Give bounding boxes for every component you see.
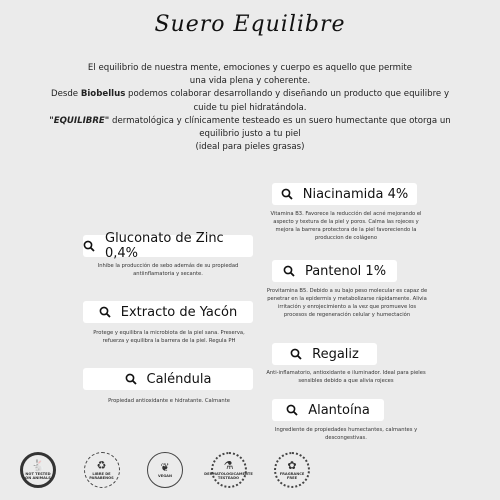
dermatology-icon: ⚗ (223, 458, 234, 472)
intro-skin-type: (ideal para pieles grasas) (195, 142, 305, 153)
ingredient-name: Regaliz (312, 346, 359, 362)
search-icon (125, 373, 137, 385)
search-icon (99, 306, 111, 318)
badge-label: VEGAN (158, 473, 172, 478)
ingredient-desc: Protege y equilibra la microbiota de la piel sana. Preserva, refuerza y equilibra la barrera de la piel. Regula PH (93, 330, 245, 344)
ingredient-pill-gluconato (83, 231, 253, 261)
intro-rest: podemos colaborar desarrollando y diseñando un producto que equilibre y cuide tu piel hidratándola. (125, 89, 450, 113)
badge-label: NOT TESTED ON ANIMALS (25, 471, 51, 480)
brand-name: Biobellus (80, 89, 126, 100)
ingredient-desc: Propiedad antioxidante e hidratante. Calmante (108, 398, 230, 404)
search-icon (83, 240, 95, 252)
ingredient-pill-regaliz (272, 343, 377, 365)
badge-label: LIBRE DE PARABENOS (89, 471, 114, 480)
intro-line: una vida plena y coherente. (189, 76, 311, 87)
rabbit-icon: 🐇 (31, 458, 45, 472)
fragrance-free-badge (274, 452, 310, 488)
ingredient-name: Pantenol 1% (304, 263, 387, 279)
search-icon (290, 348, 302, 360)
ingredient-desc: Anti-inflamatorio, antioxidante e iluminador. Ideal para pieles sensibles debido a que alivia rojeces (266, 370, 426, 384)
ingredient-desc: Inhibe la producción de sebo además de su propiedad antiinflamatoria y secante. (97, 263, 239, 277)
ingredient-desc: Provitamina B5. Debido a su bajo peso molecular es capaz de penetrar en la epidermis y metabolizarse rápidamente. Alivia irritación y enrojecimiento a la vez que promueve los procesos de regeneración celular y humectación (266, 288, 428, 318)
intro-paragraph-product (40, 115, 460, 141)
badge-label: FRAGRANCE FREE (279, 471, 305, 480)
ingredient-desc: Vitamina B3. Favorece la reducción del acné mejorando el aspecto y textura de la piel y poros. Calma las rojeces y mejora la barrera protectora de la piel favoreciendo la produccion de colágeno (270, 211, 422, 241)
ingredient-pill-pantenol (272, 260, 397, 282)
search-icon (286, 404, 298, 416)
ingredient-name: Gluconato de Zinc 0,4% (105, 231, 224, 261)
dermatology-tested-badge (204, 452, 253, 488)
badge-label: DERMATOLOGICAMENTE TESTEADO (204, 471, 253, 480)
ingredient-pill-calendula (83, 368, 253, 390)
ingredient-name: Alantoína (308, 402, 370, 418)
certification-badges (20, 452, 310, 488)
vegan-badge (147, 452, 183, 488)
intro-paragraph-brand (40, 88, 460, 114)
not-tested-on-animals-badge (20, 452, 56, 488)
ingredient-name: Extracto de Yacón (120, 304, 238, 320)
search-icon (283, 265, 295, 277)
intro-prefix: Desde (50, 89, 81, 100)
intro-line: El equilibrio de nuestra mente, emociones y cuerpo es aquello que permite (87, 63, 413, 73)
ingredient-desc: Ingrediente de propiedades humectantes, calmantes y descongestivas. (274, 427, 418, 441)
ingredient-pill-alantoina (272, 399, 384, 421)
leaf-icon: ❦ (160, 460, 170, 474)
ingredient-name: Caléndula (146, 371, 212, 387)
search-icon (281, 188, 293, 200)
page-title: Suero Equilibre (154, 12, 346, 37)
ingredient-pill-yacon (83, 301, 253, 323)
recycle-icon: ♻ (96, 458, 107, 472)
intro-text (40, 62, 460, 154)
intro-rest: dermatológica y clínicamente testeado es un suero humectante que otorga un equilibrio justo a tu piel (109, 115, 451, 140)
paraben-free-badge (84, 452, 120, 488)
product-name: "EQUILIBRE" (49, 115, 110, 126)
fragrance-icon: ✿ (287, 458, 297, 472)
ingredient-pill-niacinamida (272, 183, 417, 205)
ingredient-name: Niacinamida 4% (302, 186, 409, 202)
